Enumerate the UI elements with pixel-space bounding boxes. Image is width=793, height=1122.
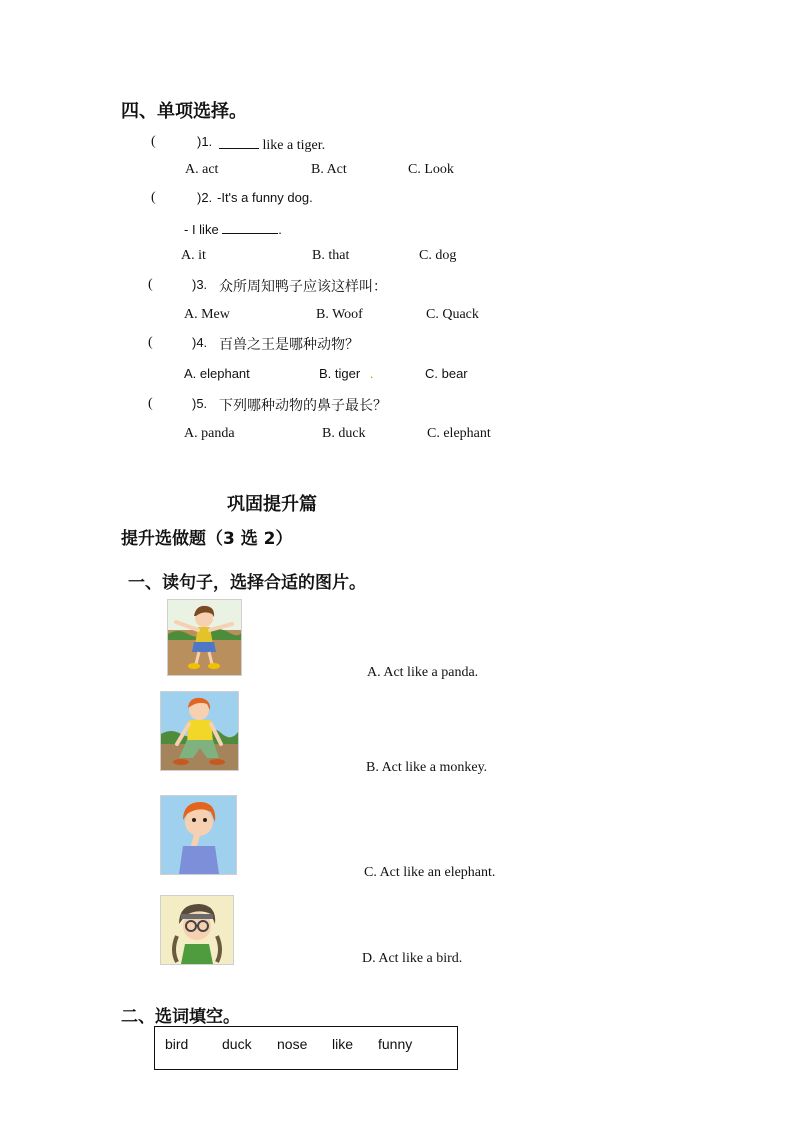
sentence-c: C. Act like an elephant. — [364, 865, 496, 880]
q5-number: )5. — [192, 396, 208, 411]
q2-number: )2. — [197, 190, 213, 205]
section-2-title: 二、选词填空。 — [121, 1007, 240, 1027]
q2-line2 — [184, 219, 282, 237]
word-nose[interactable]: nose — [277, 1036, 308, 1052]
q3-number: )3. — [192, 277, 208, 292]
q5-paren-open: ( — [148, 396, 153, 411]
q2-line2-prefix: - I like — [184, 222, 219, 237]
q5-option-c[interactable]: C. elephant — [427, 426, 491, 441]
q3-option-c[interactable]: C. Quack — [426, 307, 479, 322]
girl-flapping-arms-illustration — [168, 600, 241, 675]
q5-option-a[interactable]: A. panda — [184, 426, 235, 441]
girl-flapping-arms-picture[interactable] — [167, 599, 242, 676]
q5-text: 下列哪种动物的鼻子最长？ — [219, 397, 387, 413]
q3-option-b[interactable]: B. Woof — [316, 307, 363, 322]
q2-line2-suffix: . — [278, 222, 282, 237]
q2-paren-open: ( — [151, 190, 156, 205]
section-1-title: 一、读句子，选择合适的图片。 — [128, 573, 366, 593]
q4-number: )4. — [192, 335, 208, 350]
q2-text: -It's a funny dog. — [217, 190, 313, 205]
q4-option-a[interactable]: A. elephant — [184, 366, 250, 381]
boy-hands-on-knees-illustration — [161, 692, 238, 770]
q2-blank[interactable] — [222, 219, 278, 234]
section-4-title: 四、单项选择。 — [121, 101, 247, 122]
q1-number: )1. — [197, 134, 213, 149]
q2-option-b[interactable]: B. that — [312, 248, 350, 263]
q5-option-b[interactable]: B. duck — [322, 426, 366, 441]
word-duck[interactable]: duck — [222, 1036, 252, 1052]
consolidation-title: 巩固提升篇 — [227, 494, 317, 515]
q1-option-c[interactable]: C. Look — [408, 162, 454, 177]
q1-text: like a tiger. — [262, 138, 326, 153]
q4-mark: . — [369, 366, 374, 381]
q4-text: 百兽之王是哪种动物？ — [219, 336, 359, 352]
q3-option-a[interactable]: A. Mew — [184, 307, 230, 322]
word-bank-box — [154, 1026, 458, 1070]
q1-option-b[interactable]: B. Act — [311, 162, 347, 177]
q3-paren-open: ( — [148, 277, 153, 292]
q1-paren-open: ( — [151, 134, 156, 149]
word-like[interactable]: like — [332, 1036, 354, 1052]
girl-hands-on-face-picture[interactable] — [160, 895, 234, 965]
girl-hands-on-face-illustration — [161, 896, 233, 964]
word-bird[interactable]: bird — [165, 1036, 189, 1052]
sentence-b: B. Act like a monkey. — [366, 760, 488, 775]
q3-text: 众所周知鸭子应该这样叫： — [219, 278, 387, 294]
q4-option-b[interactable] — [319, 366, 373, 381]
boy-arm-trunk-illustration — [161, 796, 236, 874]
q4-option-b-label: B. tiger — [319, 366, 361, 381]
boy-hands-on-knees-picture[interactable] — [160, 691, 239, 771]
word-funny[interactable]: funny — [378, 1036, 413, 1052]
q2-option-c[interactable]: C. dog — [419, 248, 457, 263]
q1-stem — [219, 134, 325, 154]
q4-paren-open: ( — [148, 335, 153, 350]
sentence-d: D. Act like a bird. — [362, 951, 463, 966]
q4-option-c[interactable]: C. bear — [425, 366, 468, 381]
sentence-a: A. Act like a panda. — [367, 665, 479, 680]
q2-option-a[interactable]: A. it — [181, 248, 206, 263]
boy-arm-trunk-picture[interactable] — [160, 795, 237, 875]
q1-option-a[interactable]: A. act — [185, 162, 219, 177]
q1-blank[interactable] — [219, 134, 259, 149]
consolidation-subtitle: 提升选做题（3 选 2） — [121, 529, 293, 549]
